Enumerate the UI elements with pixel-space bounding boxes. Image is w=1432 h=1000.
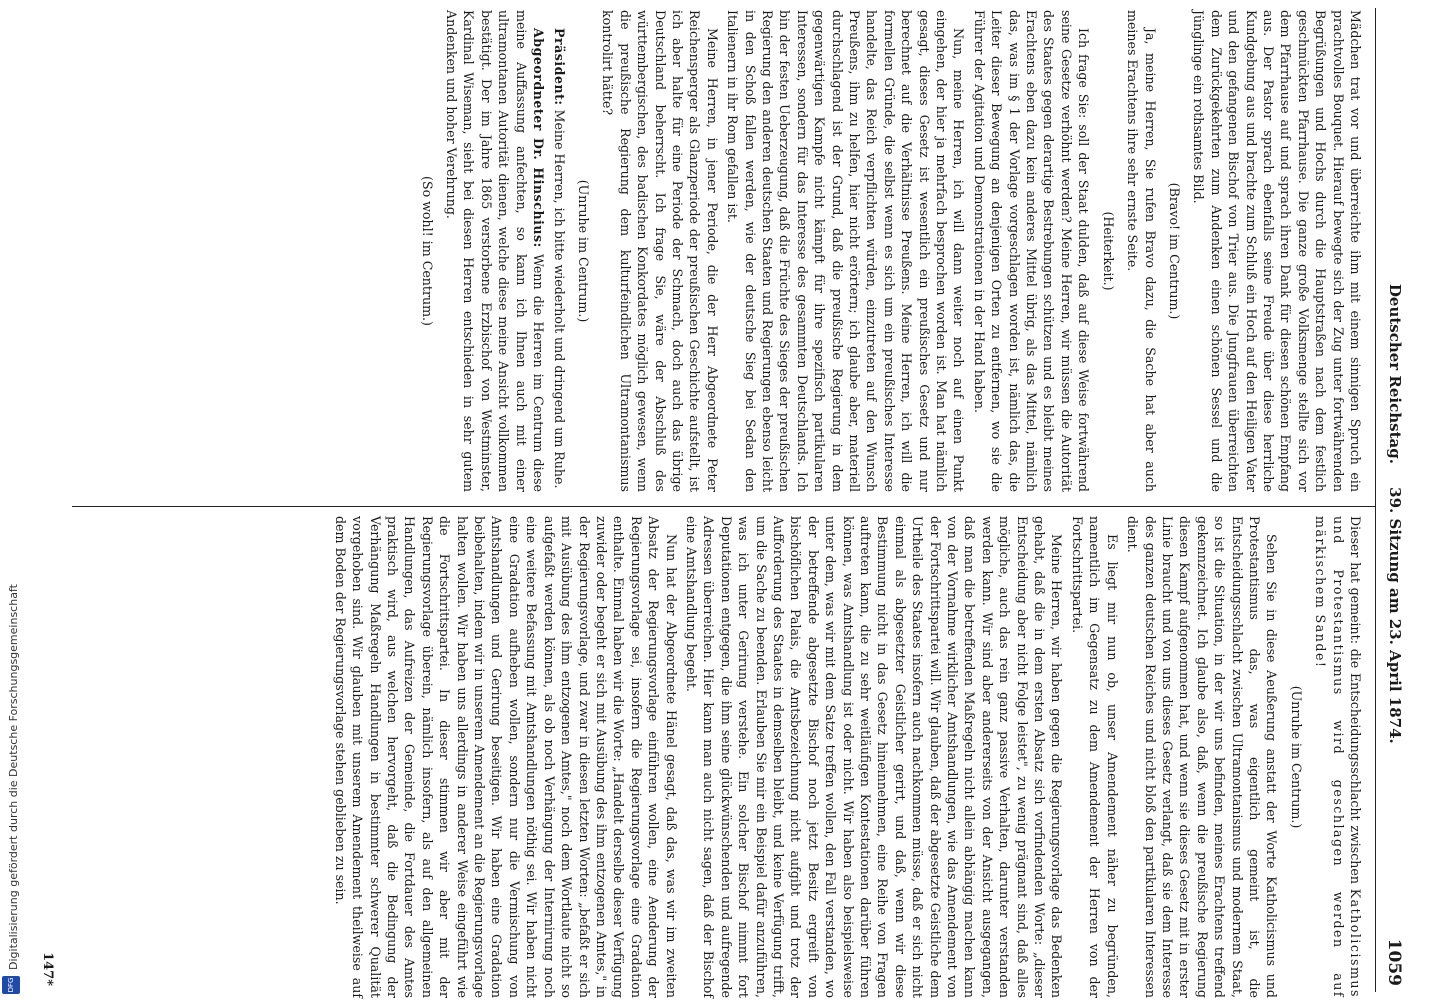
speech xyxy=(443,10,547,492)
left-column xyxy=(411,10,1364,492)
paragraph: Mädchen trat vor und überreichte ihm mit einem sinnigen Spruch ein prachtvolles Bouquet. Hierauf bewegte sich der Zug unter fortwährenden Begrüßungen und Hochs durch die Hauptstraßen nach dem festlich geschmückten Pfarrhause. Die ganze große Volksmenge stellte sich vor dem Pfarrhause auf und sprach ihren Dank für diesen schönen Empfang aus. Der Pastor sprach ebenfalls seine Freude über diese herrliche Kundgebung aus und brachte zum Schluß ein Hoch auf den Heiligen Vater und den gefangenen Bischof von Trier aus. Die Jungfrauen überreichten dem Zurückgekehrten zum Andenken einen schönen Sessel und die Jünglinge ein rothsamtes Bild. xyxy=(1191,10,1363,492)
paragraph: Es liegt mir nun ob, unser Amendement näher zu begründen, namentlich im Gegensatz zu dem Amendement der Herren von der Fortschrittspartei. xyxy=(1069,516,1120,998)
header-session: 39. Sitzung am 23. April 1874. xyxy=(1386,487,1404,744)
signature-mark: 147* xyxy=(40,952,55,986)
header-rule xyxy=(1375,8,1376,992)
stage-direction: (So wohl! im Centrum.) xyxy=(419,176,435,326)
stage-direction: (Bravo! im Centrum.) xyxy=(1166,182,1182,320)
column-divider xyxy=(72,506,1376,507)
speaker-name: Präsident: xyxy=(551,28,567,106)
paragraph: Ich frage Sie: soll der Staat dulden, daß auf diese Weise fortwährend seine Gesetze verhöhnt werden? Meine Herren, wir müssen die Autorität des Staates gegen derartige Bestrebungen schützen und es bleibt meines Erachtens eben dazu kein anderes Mittel übrig, als das Mittel, nämlich das, was im § 1 der Vorlage vorgeschlagen worden ist, nämlich das, die Leiter dieser Bewegung an denjenigen Orten zu entfernen, wo sie die Führer der Agitation und Demonstrationen in der Hand haben. xyxy=(971,10,1092,492)
page-number: 1059 xyxy=(1384,938,1404,986)
quote-spaced: Katholicismus und Protestantismus wird geschlagen werden auf märkischem Sande! xyxy=(1313,516,1363,998)
paragraph: Nun, meine Herren, ich will dann weiter noch auf einen Punkt eingehen, der hier ja mehrfach besprochen worden ist. Man hat nämlich gesagt, dieses Gesetz ist wesentlich ein preußisches Gesetz und nur berechnet auf die Verhältnisse Preußens. Meine Herren, ich will die formellen Gründe, die selbst wenn es sich um ein preußisches Interesse handelte, das Reich verpflichten würden, einzutreten auf den Wunsch Preußens, ihm zu helfen, hier nicht erörtern; ich glaube aber, materiell durchschlagend ist der Grund, daß die preußische Regierung in dem gegenwärtigen Kampfe nicht kämpft für ihre spezifisch partikularen Interessen, sondern für das Interesse des gesammten Deutschlands. Ich bin der festen Ueberzeugung, daß die Früchte des Sieges der preußischen Regierung den anderen deutschen Staaten und Regierungen ebenso leicht in den Schoß fallen werden, wie der deutsche Sieg bei Sedan den Italienern in ihr Rom gefallen ist. xyxy=(725,10,967,492)
credit-text: Digitalisierung gefördert durch die Deutsche Forschungsgemeinschaft xyxy=(7,584,20,970)
speech-text: Wenn die Herren im Centrum diese meine Auffassung anfechten, so kann ich Ihnen auch mit einer ultramontanen Autorität dienen, welche diese meine Ansicht vollkommen bestätigt. Der im Jahre 1865 verstorbene Erzbischof von Westminster, Kardinal Wiseman, sieht bei diesen Herren entschieden in sehr gutem Andenken und hoher Verehrung. xyxy=(444,10,547,492)
paragraph: Meine Herren, in jener Periode, die der Herr Abgeordnete Peter Reichensperger als Glanzperiode der preußischen Geschichte aufstellt, ist ich aber halte für eine Periode der Schmach, doch auch das übrige Deutschland beherrscht. Ich frage Sie, wäre der Abschluß des württembergischen, des badischen Konkordates möglich gewesen, wenn die preußische Regierung dem kulturfeindlichen Ultramontanismus kontrolirt hätte? xyxy=(600,10,720,492)
speech-text: Meine Herren, ich bitte wiederholt und dringend um Ruhe. xyxy=(551,109,567,489)
header-title: Deutscher Reichstag. xyxy=(1386,283,1404,464)
paragraph: Nun hat der Abgeordnete Hänel gesagt, daß das, was wir im zweiten Absatz der Regierungsvorlage einführen wollen, eine Aenderung der Regierungsvorlage sei, insofern die Regierungsvorlage eine Gradation enthalte. Einmal haben wir die Worte: „Handelt derselbe dieser Verfügung zuwider oder begeht er sich mit Ausübung des ihm entzogenen Amtes," in der Regierungsvorlage, und zwar in diesen letzten Worten: „befaßt er sich mit Ausübung des ihm entzogenen Amtes," noch dem Wortlaute nicht so aufgefaßt werden können, als ob noch Verhängung der Internirung noch eine weitere Befassung mit Amtshandlungen nöthig sei. Wir haben nicht eine Gradation aufheben wollen, sondern nur die Vermischung von Amtshandlungen und Gerirung beseitigen. Wir haben eine Gradation beibehalten, indem wir in unserem Amendement an die Regierungsvorlage halten wollen. Wir haben uns allerdings in anderer Weise eingeführt wie die Fortschrittspartei. In dieser stimmen wir aber mit der Regierungsvorlage überein, nämlich insofern, als auf den allgemeinen Handlungen, das Aufreizen der Gemeinde, die Fortdauer des Amtes praktisch wird, aus welchen hervorgeht, daß die Bedingung der Verhängung Maßregeln Handlungen in bestimmter schwerer Qualität vorgehoben sind. Wir glauben mit unserem Amendement theilweise auf dem Boden der Regierungsvorlage stehen geblieben zu sein. xyxy=(332,516,679,998)
stage-direction: (Unruhe im Centrum.) xyxy=(575,179,591,323)
paragraph: Meine Herren, wir haben gegen die Regierungsvorlage das Bedenken gehabt, daß die in dem ersten Absatz sich vorfindenden Worte: „dieser Entscheidung aber nicht Folge leistet", zu wenig prägnant sind, daß alles mögliche, auch das rein ganz passive Verhalten, darunter verstanden werden kann. Wir sind aber andererseits von der Ansicht ausgegangen, daß man die betreffenden Maßregeln nicht allein abhängig machen kann von der Vornahme wirklicher Amtshandlungen, wie das Amendement von der Fortschrittspartei will. Wir glauben, daß der abgesetzte Geistliche dem Urtheile des Staates insofern auch nachkommen müsse, daß er sich nicht einmal als abgesetzter Geistlicher gerirt, und daß, wenn wir diese Bestimmung nicht in das Gesetz hineinnehmen, eine Reihe von Fragen auftreten kann, die zu sehr weitläufigen Kontestationen darüber führen können, was Amtshandlung ist oder nicht. Wir haben also beispielsweise unter dem, was wir mit dem Satze treffen wollen, den Fall verstanden, wo der betreffende abgesetzte Bischof noch jetzt Besitz ergreift von bischöflichen Palais, die Amtsbezeichnung nicht aufgibt und trotz der Aufforderung des Staates in demselben bleibt, und keine Verfügung trifft, um die Sache zu beenden. Erlauben Sie mir ein Beispiel dafür anzuführen, was ich unter Gerirung verstehe. Ein solcher Bischof nimmt fort Deputationen entgegen, die ihm seine glückwünschenden und aufregende Adressen überreichen. Hier kann man auch nicht sagen, daß der Bischof eine Amtshandlung begeht. xyxy=(683,516,1065,998)
credit-strip xyxy=(0,0,26,1000)
dfg-logo: DFG xyxy=(2,976,20,994)
right-column xyxy=(328,516,1364,998)
stage-direction: (Unruhe im Centrum.) xyxy=(1288,685,1304,829)
paragraph: Ja, meine Herren, Sie rufen Bravo dazu, die Sache hat aber auch meines Erachtens ihre sehr ernste Seite. xyxy=(1125,10,1158,492)
quote-intro: Dieser hat gemeint: die Entscheidungsschlacht zwischen xyxy=(1348,516,1363,884)
stage-direction: (Heiterkeit.) xyxy=(1100,211,1116,291)
paragraph xyxy=(1312,516,1364,998)
speech xyxy=(550,10,567,492)
speaker-name: Abgeordneter Dr. Hinschius: xyxy=(531,28,547,248)
paragraph: Sehen Sie in diese Aeußerung anstatt der Worte Katholicismus und Protestantismus das, was eigentlich gemeint ist, die Entscheidungsschlacht zwischen Ultramontanismus und modernem Staat, so ist die Situation, in der wir uns befinden, meines Erachtens treffend gekennzeichnet. Ich glaube also, daß, wenn die preußische Regierung diesen Kampf aufgenommen hat, und wenn sie dieses Gesetz mit in erster Linie braucht und von uns dieses Gesetz verlangt, daß sie dem Interesse des ganzen deutschen Reiches und nicht bloß den partikularen Interessen dient. xyxy=(1125,516,1280,998)
page-header xyxy=(1378,8,1404,992)
